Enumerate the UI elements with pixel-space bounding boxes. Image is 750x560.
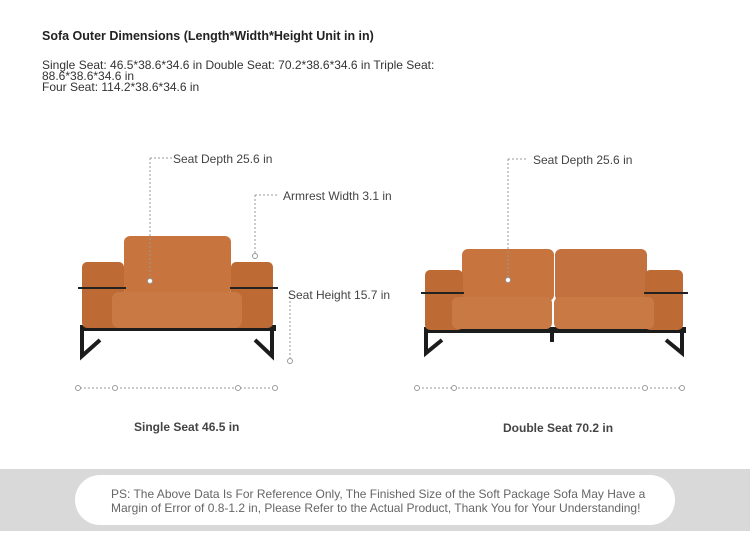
spec-single: Single Seat: 46.5*38.6*34.6 in [42, 58, 203, 72]
single-length-label: Single Seat 46.5 in [134, 420, 240, 434]
single-length-guide [76, 386, 278, 391]
seat-height-label: Seat Height 15.7 in [288, 288, 391, 302]
spec-double: Double Seat: 70.2*38.6*34.6 in [205, 58, 371, 72]
disclaimer-note: PS: The Above Data Is For Reference Only, The Finished Size of the Soft Package Sofa May Have a Margin of Error of 0.8-1.2 in, Please Refer to the Actual Product, Thank You for Your Understanding! [111, 487, 646, 515]
single-armrest-guide [253, 195, 278, 259]
double-length-label: Double Seat 70.2 in [503, 421, 614, 435]
spec-triple: Triple Seat: 88.6*38.6*34.6 in [42, 58, 435, 83]
double-seat-depth-label: Seat Depth 25.6 in [533, 153, 633, 167]
double-length-guide [415, 386, 685, 391]
page-title: Sofa Outer Dimensions (Length*Width*Height Unit in in) [42, 29, 374, 43]
spec-four: Four Seat: 114.2*38.6*34.6 in [42, 80, 200, 94]
single-seat-depth-label: Seat Depth 25.6 in [173, 152, 273, 166]
single-sofa-image [78, 236, 278, 356]
double-sofa-image [421, 249, 688, 353]
armrest-width-label: Armrest Width 3.1 in [283, 189, 392, 203]
single-seat-height-guide [288, 293, 293, 364]
